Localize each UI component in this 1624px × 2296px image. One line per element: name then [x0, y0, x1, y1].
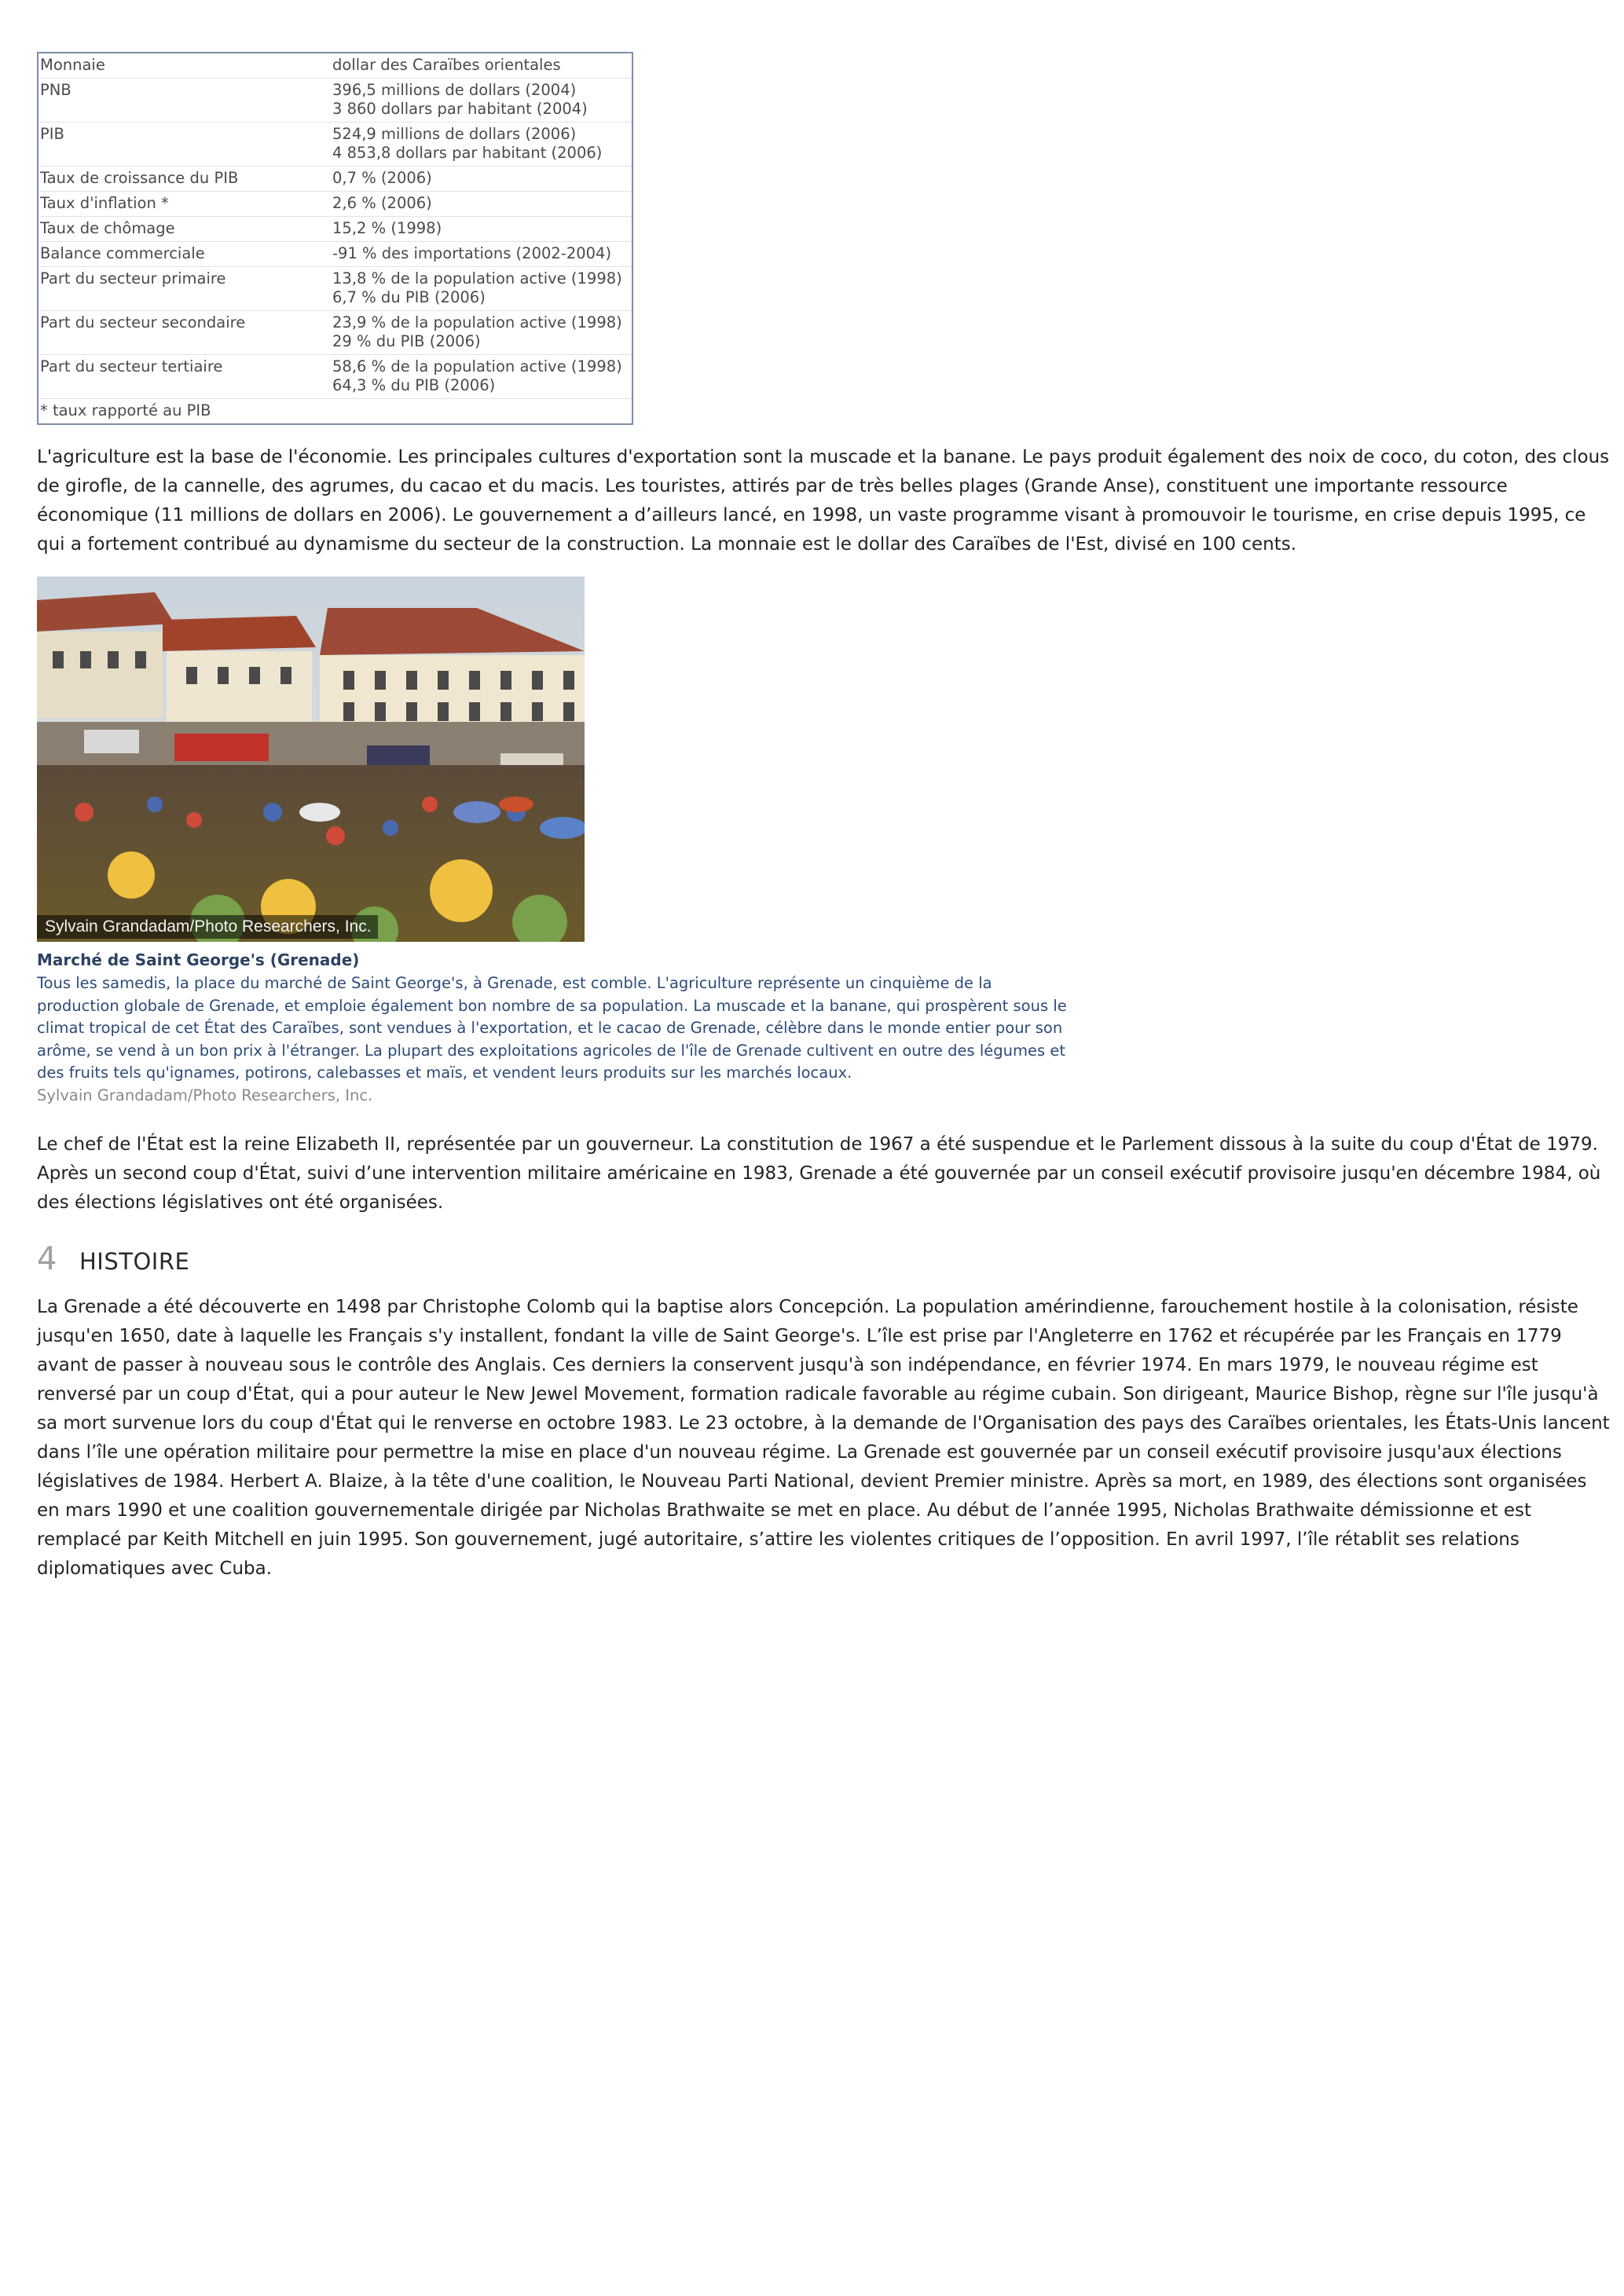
table-key: Monnaie — [38, 53, 331, 79]
economic-data-table — [37, 52, 633, 425]
section-heading-history — [37, 1241, 1561, 1282]
table-value: 58,6 % de la population active (1998) 64,3 % du PIB (2006) — [331, 355, 632, 399]
table-footnote-row — [38, 399, 632, 425]
table-key: PNB — [38, 79, 331, 123]
table-value: 396,5 millions de dollars (2004) 3 860 dollars par habitant (2004) — [331, 79, 632, 123]
table-key: Taux de chômage — [38, 217, 331, 242]
table-value: 23,9 % de la population active (1998) 29 % du PIB (2006) — [331, 311, 632, 355]
table-row — [38, 79, 632, 123]
table-key: Taux de croissance du PIB — [38, 167, 331, 192]
table-row — [38, 267, 632, 311]
table-key: Part du secteur tertiaire — [38, 355, 331, 399]
table-row — [38, 311, 632, 355]
document-page — [37, 52, 1610, 1584]
market-photo — [37, 577, 585, 942]
market-figure — [37, 577, 1067, 1107]
figure-credit: Sylvain Grandadam/Photo Researchers, Inc. — [37, 1086, 373, 1104]
table-value: 13,8 % de la population active (1998) 6,7 % du PIB (2006) — [331, 267, 632, 311]
table-key: Taux d'inflation * — [38, 192, 331, 217]
table-row — [38, 217, 632, 242]
table-value: -91 % des importations (2002-2004) — [331, 242, 632, 267]
table-key: Part du secteur secondaire — [38, 311, 331, 355]
market-photo-illustration — [37, 577, 585, 942]
table-value: 0,7 % (2006) — [331, 167, 632, 192]
section-number: 4 — [37, 1240, 57, 1277]
figure-caption: Tous les samedis, la place du marché de Saint George's, à Grenade, est comble. L'agriculture représente un cinquième de la production globale de Grenade, et emploie également bon nombre de sa population. La muscade et la banane, qui prospèrent sous le climat tropical de cet État des Caraïbes, sont vendues à l'exportation, et le cacao de Grenade, célèbre dans le monde entier pour son arôme, se vend à un bon prix à l'étranger. La plupart des exploitations agricoles de l'île de Grenade cultivent en outre des légumes et des fruits tels qu'ignames, potirons, calebasses et maïs, et vendent leurs produits sur les marchés locaux. — [37, 974, 1067, 1082]
paragraph-state: Le chef de l'État est la reine Elizabeth II, représentée par un gouverneur. La constitution de 1967 a été suspendue et le Parlement dissous à la suite du coup d'État de 1979. Après un second coup d'État, suivi d’une intervention militaire américaine en 1983, Grenade a été gouvernée par un conseil exécutif provisoire jusqu'en décembre 1984, où des élections législatives ont été organisées. — [37, 1133, 1601, 1213]
table-key: PIB — [38, 123, 331, 167]
table-footnote: * taux rapporté au PIB — [40, 401, 211, 419]
section-title: HISTOIRE — [79, 1247, 190, 1275]
table-row — [38, 167, 632, 192]
table-row — [38, 355, 632, 399]
table-row — [38, 242, 632, 267]
table-value: 524,9 millions de dollars (2006) 4 853,8 dollars par habitant (2006) — [331, 123, 632, 167]
table-value: 2,6 % (2006) — [331, 192, 632, 217]
paragraph-economy: L'agriculture est la base de l'économie. Les principales cultures d'exportation sont la muscade et la banane. Le pays produit également des noix de coco, du coton, des clous de girofle, de la cannelle, des agrumes, du cacao et du macis. Les touristes, attirés par de très belles plages (Grande Anse), constituent une importante ressource économique (11 millions de dollars en 2006). Le gouvernement a d’ailleurs lancé, en 1998, un vaste programme visant à promouvoir le tourisme, en crise depuis 1995, ce qui a fortement contribué au dynamisme du secteur de la construction. La monnaie est le dollar des Caraïbes de l'Est, divisé en 100 cents. — [37, 447, 1610, 555]
photo-credit-overlay: Sylvain Grandadam/Photo Researchers, Inc. — [37, 915, 378, 939]
table-value: 15,2 % (1998) — [331, 217, 632, 242]
table-row — [38, 53, 632, 79]
table-row — [38, 123, 632, 167]
paragraph-history: La Grenade a été découverte en 1498 par Christophe Colomb qui la baptise alors Concepción. La population amérindienne, farouchement hostile à la colonisation, résiste jusqu'en 1650, date à laquelle les Français s'y installent, fondant la ville de Saint George's. L’île est prise par l'Angleterre en 1762 et récupérée par les Français en 1779 avant de passer à nouveau sous le contrôle des Anglais. Ces derniers la conservent jusqu'à son indépendance, en février 1974. En mars 1979, le nouveau régime est renversé par un coup d'État, qui a pour auteur le New Jewel Movement, formation radicale favorable au régime cubain. Son dirigeant, Maurice Bishop, règne sur l'île jusqu'à sa mort survenue lors du coup d'État qui le renverse en octobre 1983. Le 23 octobre, à la demande de l'Organisation des pays des Caraïbes orientales, les États-Unis lancent dans l’île une opération militaire pour permettre la mise en place d'un nouveau régime. La Grenade est gouvernée par un conseil exécutif provisoire jusqu'aux élections législatives de 1984. Herbert A. Blaize, à la tête d'une coalition, le Nouveau Parti National, devient Premier ministre. Après sa mort, en 1989, des élections sont organisées en mars 1990 et une coalition gouvernementale dirigée par Nicholas Brathwaite se met en place. Au début de l’année 1995, Nicholas Brathwaite démissionne et est remplacé par Keith Mitchell en juin 1995. Son gouvernement, jugé autoritaire, s’attire les violentes critiques de l’opposition. En avril 1997, l’île rétablit ses relations diplomatiques avec Cuba. — [37, 1296, 1610, 1579]
table-value: dollar des Caraïbes orientales — [331, 53, 632, 79]
table-key: Part du secteur primaire — [38, 267, 331, 311]
figure-title: Marché de Saint George's (Grenade) — [37, 950, 360, 969]
table-key: Balance commerciale — [38, 242, 331, 267]
table-row — [38, 192, 632, 217]
